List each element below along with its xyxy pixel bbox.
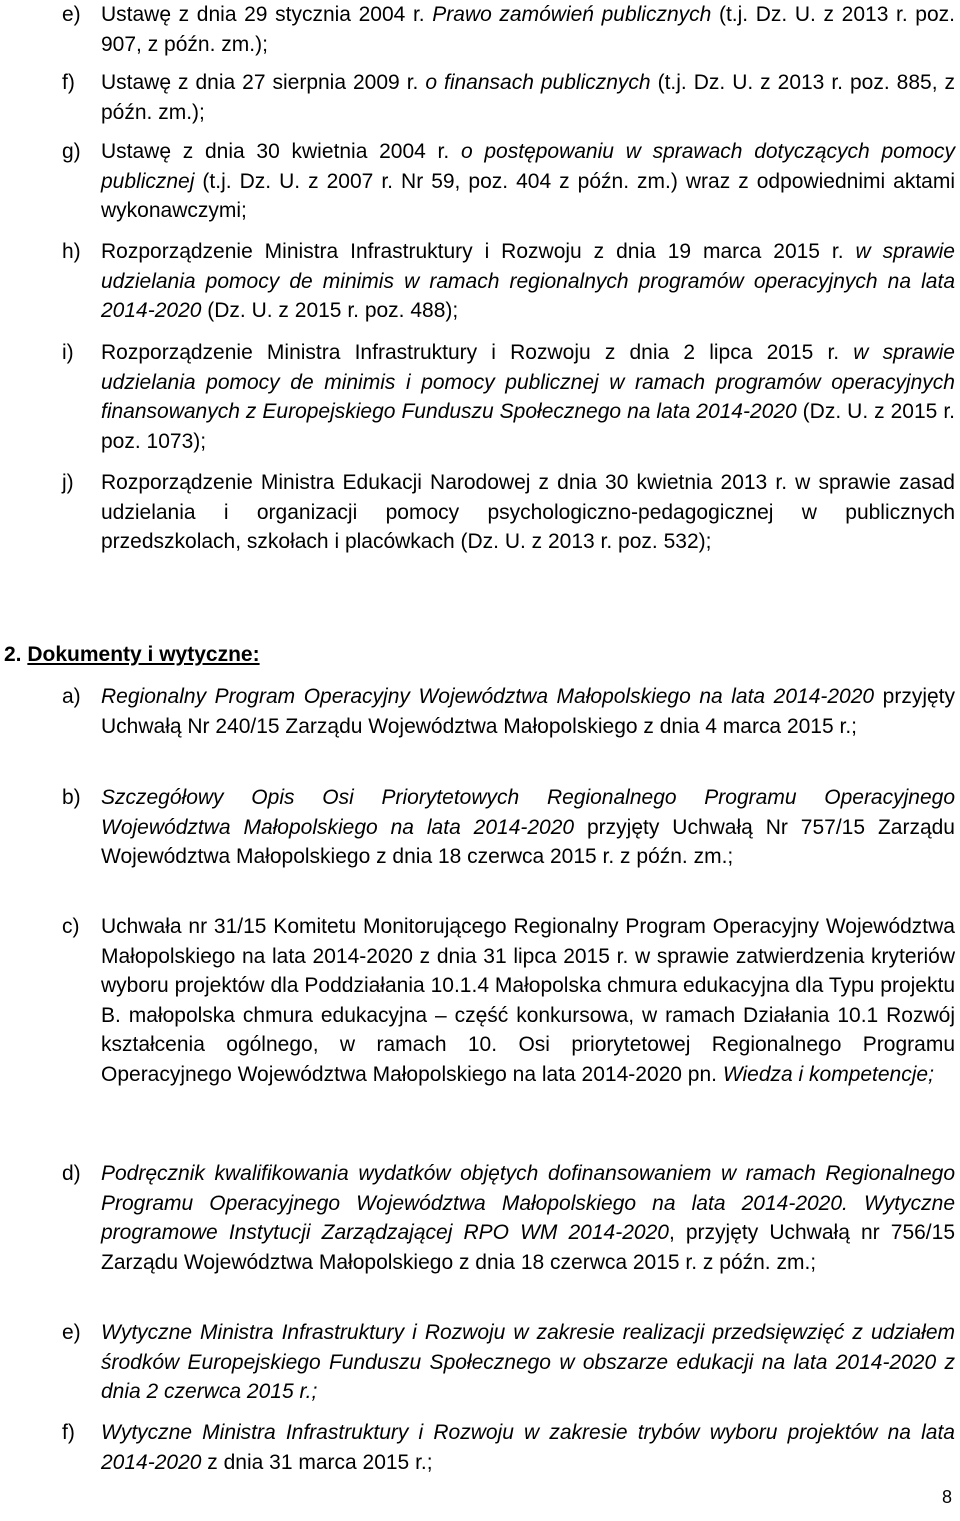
text-segment: , przyjęty Uchwałą nr 756/15 Zarządu Województwa Małopolskiego z dnia 18 czerwca 2015 r. z późn. zm.; [101,1221,955,1274]
document-list-item-e [62,1318,955,1407]
legal-list-item-h [62,237,955,326]
list-item-label: h) [62,240,81,263]
text-segment: (Dz. U. z 2015 r. poz. 488); [201,299,459,322]
text-segment-italic: o postępowaniu w sprawach dotyczących pomocy publicznej [101,140,955,193]
list-item-text [101,237,955,326]
text-segment: Ustawę z dnia 27 sierpnia 2009 r. [101,71,426,94]
text-segment: przyjęty Uchwałą Nr 240/15 Zarządu Województwa Małopolskiego z dnia 4 marca 2015 r.; [101,685,955,738]
text-segment-italic: w sprawie udzielania pomocy de minimis i pomocy publicznej w ramach programów operacyjnych finansowanych z Europejskiego Funduszu Społecznego na lata 2014-2020 [101,341,955,423]
list-item-label: i) [62,341,74,364]
text-segment-italic: Prawo zamówień publicznych [432,3,712,26]
text-segment-italic: Wytyczne Ministra Infrastruktury i Rozwoju w zakresie trybów wyboru projektów na lata 2014-2020 [101,1421,955,1474]
text-segment-italic: Podręcznik kwalifikowania wydatków objętych dofinansowaniem w ramach Regionalnego Programu Operacyjnego Województwa Małopolskiego na lata 2014-2020. Wytyczne programowe Instytucji Zarządzającej RPO WM 2014-2020 [101,1162,955,1244]
legal-list-item-e [62,0,955,59]
list-item-label: f) [62,1421,75,1444]
list-item-label: e) [62,1321,81,1344]
list-item-label: b) [62,786,81,809]
text-segment: z dnia 31 marca 2015 r.; [201,1450,433,1474]
list-item-text [101,68,955,127]
list-item-text [101,912,955,1089]
text-segment: Rozporządzenie Ministra Infrastruktury i Rozwoju z dnia 19 marca 2015 r. [101,240,856,263]
page-number: 8 [941,1487,952,1507]
text-segment-italic: Wiedza i kompetencje; [722,1062,934,1086]
document-list-item-b [62,783,955,872]
text-segment: (t.j. Dz. U. z 2013 r. poz. 907, z późn. zm.); [101,3,955,56]
list-item-text [101,1318,955,1407]
text-segment: Ustawę z dnia 29 stycznia 2004 r. [101,3,433,26]
document-list-item-a [62,682,955,741]
document-list-item-f [62,1418,955,1477]
text-segment: Ustawę z dnia 30 kwietnia 2004 r. [101,140,461,163]
text-segment-italic: w sprawie udzielania pomocy de minimis w ramach regionalnych programów operacyjnych na lata 2014-2020 [101,240,955,322]
legal-list-item-g [62,137,955,226]
document-list-item-c [62,912,955,1089]
text-segment: przyjęty Uchwałą Nr 757/15 Zarządu Województwa Małopolskiego z dnia 18 czerwca 2015 r. z późn. zm.; [101,815,955,868]
text-segment-italic: Wytyczne Ministra Infrastruktury i Rozwoju w zakresie realizacji przedsięwzięć z udziałem środków Europejskiego Funduszu Społecznego w obszarze edukacji na lata 2014-2020 z dnia 2 czerwca 2015 r.; [101,1321,955,1403]
list-item-text [101,1159,955,1277]
list-item-text [101,468,955,557]
list-item-label: g) [62,140,81,163]
legal-list-item-i [62,338,955,456]
list-item-text [101,1418,955,1477]
text-segment: Uchwała nr 31/15 Komitetu Monitorującego Regionalny Program Operacyjny Województwa Małopolskiego na lata 2014-2020 z dnia 31 lipca 2015 r. w sprawie zatwierdzenia kryteriów wyboru projektów dla Poddziałania 10.1.4 Małopolska chmura edukacyjna dla Typu projektu B. małopolska chmura edukacyjna – część konkursowa, w ramach Działania 10.1 Rozwój kształcenia ogólnego, w ramach 10. Osi priorytetowej Regionalnego Programu Operacyjnego Województwa Małopolskiego na lata 2014-2020 pn. [101,915,955,1086]
document-list-item-d [62,1159,955,1277]
list-item-text [101,783,955,872]
list-item-text [101,137,955,226]
list-item-label: c) [62,915,80,938]
text-segment: (t.j. Dz. U. z 2013 r. poz. 885, z późn. zm.); [101,71,955,124]
text-segment: (Dz. U. z 2015 r. poz. 1073); [101,400,956,453]
list-item-label: d) [62,1162,81,1185]
section-heading [4,640,260,670]
text-segment-italic: Regionalny Program Operacyjny Województwa Małopolskiego na lata 2014-2020 [101,685,875,708]
list-item-label: f) [62,71,75,94]
section-title: Dokumenty i wytyczne: [27,643,260,666]
list-item-label: a) [62,685,81,708]
legal-list-item-f [62,68,955,127]
text-segment: (t.j. Dz. U. z 2007 r. Nr 59, poz. 404 z późn. zm.) wraz z odpowiednimi aktami wykonawczymi; [101,169,955,222]
list-item-label: j) [62,471,74,494]
text-segment: Rozporządzenie Ministra Edukacji Narodowej z dnia 30 kwietnia 2013 r. w sprawie zasad udzielania i organizacji pomocy psychologiczno-pedagogicznej w publicznych przedszkolach, szkołach i placówkach (Dz. U. z 2013 r. poz. 532); [101,471,955,553]
list-item-text [101,338,955,456]
list-item-text [101,682,955,741]
legal-list-item-j [62,468,955,557]
text-segment: Rozporządzenie Ministra Infrastruktury i Rozwoju z dnia 2 lipca 2015 r. [101,341,854,364]
list-item-text [101,0,955,59]
list-item-label: e) [62,3,81,26]
section-number: 2. [4,643,22,666]
text-segment-italic: o finansach publicznych [425,71,651,94]
text-segment-italic: Szczegółowy Opis Osi Priorytetowych Regionalnego Programu Operacyjnego Województwa Małopolskiego na lata 2014-2020 [101,786,955,839]
